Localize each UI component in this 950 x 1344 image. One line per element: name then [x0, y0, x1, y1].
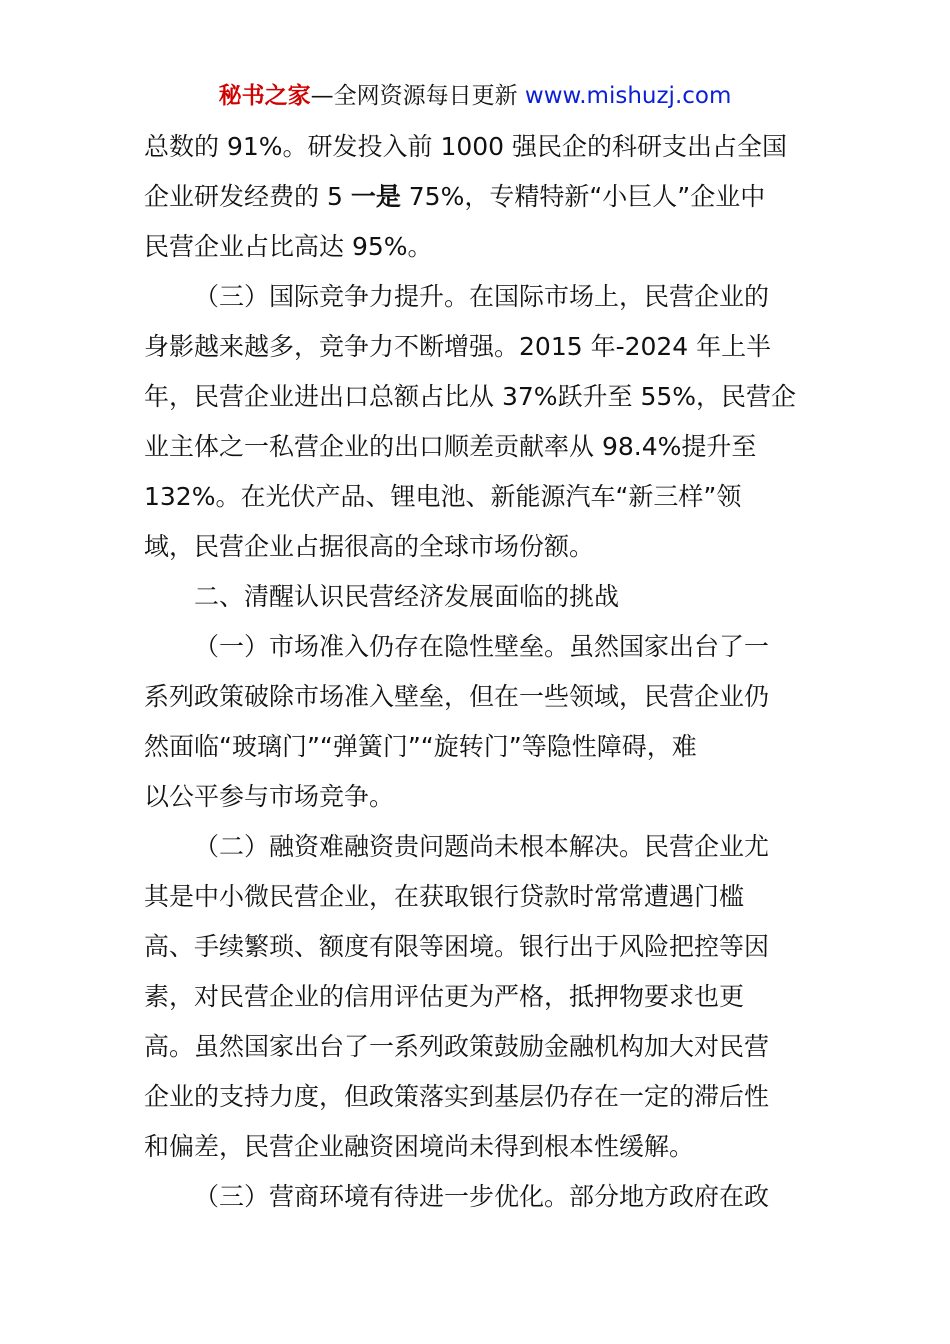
text-line: 业主体之一私营企业的出口顺差贡献率从 98.4%提升至 — [144, 432, 757, 461]
text-line: 身影越来越多，竞争力不断增强。2015 年-2024 年上半 — [144, 332, 772, 361]
paragraph-start: （二）融资难融资贵问题尚未根本解决。民营企业尤 — [194, 832, 770, 861]
text-line: 高、手续繁琐、额度有限等困境。银行出于风险把控等因 — [144, 932, 770, 961]
text-line: 132%。在光伏产品、锂电池、新能源汽车“新三样”领 — [144, 482, 742, 511]
text-line: 企业研发经费的 5 一是 75%，专精特新“小巨人”企业中 — [144, 182, 766, 211]
paragraph-start: （一）市场准入仍存在隐性壁垒。虽然国家出台了一 — [194, 632, 770, 661]
bold-inline-text: 一是 — [350, 182, 401, 211]
document-header — [0, 80, 950, 112]
brand-name: 秘书之家 — [218, 83, 311, 109]
text-line: 和偏差，民营企业融资困境尚未得到根本性缓解。 — [144, 1132, 695, 1161]
text-line: 系列政策破除市场准入壁垒，但在一些领域，民营企业仍 — [144, 682, 770, 711]
text-line: 年，民营企业进出口总额占比从 37%跃升至 55%，民营企 — [144, 382, 797, 411]
text-line: 高。虽然国家出台了一系列政策鼓励金融机构加大对民营 — [144, 1032, 770, 1061]
site-url: www.mishuzj.com — [517, 83, 732, 109]
text-line: 企业的支持力度，但政策落实到基层仍存在一定的滞后性 — [144, 1082, 770, 1111]
text-line: 以公平参与市场竞争。 — [144, 782, 395, 811]
section-heading: 二、清醒认识民营经济发展面临的挑战 — [194, 582, 620, 611]
text-line: 其是中小微民营企业，在获取银行贷款时常常遭遇门槛 — [144, 882, 745, 911]
text-line: 民营企业占比高达 95%。 — [144, 232, 433, 261]
header-tagline: —全网资源每日更新 — [310, 83, 518, 109]
text-line: 然面临“玻璃门”“弹簧门”“旋转门”等隐性障碍，难 — [144, 732, 697, 761]
text-line: 域，民营企业占据很高的全球市场份额。 — [144, 532, 595, 561]
document-body — [144, 127, 809, 1227]
paragraph-start: （三）国际竞争力提升。在国际市场上，民营企业的 — [194, 282, 770, 311]
paragraph-start: （三）营商环境有待进一步优化。部分地方政府在政 — [194, 1182, 770, 1211]
text-line: 素，对民营企业的信用评估更为严格，抵押物要求也更 — [144, 982, 745, 1011]
text-line: 总数的 91%。研发投入前 1000 强民企的科研支出占全国 — [144, 132, 788, 161]
